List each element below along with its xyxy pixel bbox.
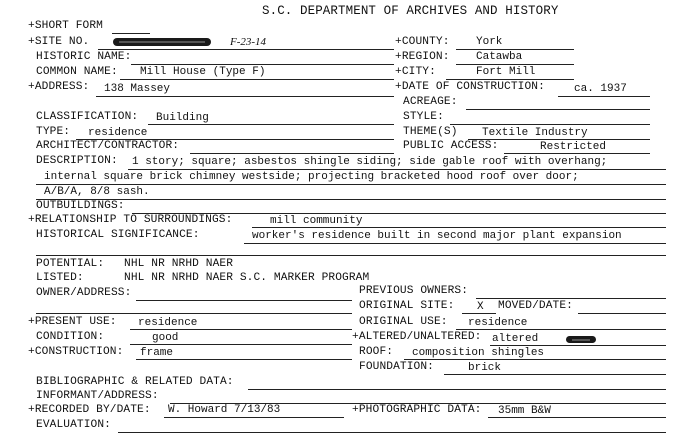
classification-label: CLASSIFICATION: — [36, 111, 139, 123]
present-use-label: +PRESENT USE: — [28, 316, 117, 328]
altered-underline — [490, 345, 666, 346]
short-form-underline — [112, 33, 150, 34]
region-underline — [456, 64, 574, 65]
short-form-label: +SHORT FORM — [28, 20, 103, 32]
bibliographic-label: BIBLIOGRAPHIC & RELATED DATA: — [36, 376, 234, 388]
public-access-underline — [504, 153, 650, 154]
redacted-scribble — [566, 336, 596, 343]
outbuildings-label: OUTBUILDINGS: — [36, 200, 125, 212]
style-underline — [450, 124, 650, 125]
redacted-site-number — [113, 38, 211, 46]
original-site-label: ORIGINAL SITE: — [359, 300, 455, 312]
present-use-value: residence — [138, 317, 198, 329]
potential-label: POTENTIAL: — [36, 258, 105, 270]
county-label: +COUNTY: — [395, 36, 450, 48]
previous-owners-label: PREVIOUS OWNERS: — [359, 285, 469, 297]
acreage-label: ACREAGE: — [403, 96, 458, 108]
original-use-value: residence — [468, 317, 528, 329]
description-line-3: A/B/A, 8/8 sash. — [44, 186, 150, 198]
description-line-2: internal square brick chimney westside; projecting bracketed hood roof over door; — [44, 171, 579, 183]
previous-owners-underline — [476, 298, 666, 299]
classification-underline — [148, 124, 394, 125]
public-access-value: Restricted — [540, 141, 607, 153]
themes-value: Textile Industry — [482, 127, 588, 139]
original-use-underline — [456, 329, 666, 330]
original-site-underline — [462, 313, 496, 314]
type-value: residence — [88, 127, 148, 139]
description-label: DESCRIPTION: — [36, 155, 118, 167]
relationship-value: mill community — [270, 215, 363, 227]
city-label: +CITY: — [395, 66, 436, 78]
county-underline — [456, 49, 574, 50]
owner-address-label: OWNER/ADDRESS: — [36, 287, 132, 299]
historic-name-label: HISTORIC NAME: — [36, 51, 132, 63]
significance-underline-2 — [36, 255, 666, 256]
type-label: TYPE: — [36, 126, 71, 138]
owner-address-underline — [136, 300, 352, 301]
original-use-label: ORIGINAL USE: — [359, 316, 448, 328]
construction-value: frame — [140, 347, 174, 359]
recorded-by-label: +RECORDED BY/DATE: — [28, 404, 151, 416]
acreage-underline — [466, 109, 650, 110]
owner-address-underline-2 — [36, 313, 352, 314]
city-underline — [446, 79, 574, 80]
address-underline — [96, 96, 394, 97]
roof-label: ROOF: — [359, 346, 394, 358]
address-label: +ADDRESS: — [28, 81, 90, 93]
classification-value: Building — [156, 112, 209, 124]
description-underline-3 — [36, 199, 666, 200]
date-construction-value: ca. 1937 — [574, 83, 627, 95]
bibliographic-underline — [248, 389, 666, 390]
altered-value: altered — [492, 333, 539, 345]
foundation-label: FOUNDATION: — [359, 361, 434, 373]
style-label: STYLE: — [403, 111, 444, 123]
listed-label: LISTED: — [36, 272, 84, 284]
address-value: 138 Massey — [104, 83, 171, 95]
relationship-underline — [252, 227, 666, 228]
common-name-label: COMMON NAME: — [36, 66, 118, 78]
construction-underline — [136, 359, 352, 360]
region-label: +REGION: — [395, 51, 450, 63]
description-underline-2 — [36, 184, 666, 185]
photographic-underline — [488, 417, 666, 418]
potential-options: NHL NR NRHD NAER — [124, 258, 234, 270]
informant-label: INFORMANT/ADDRESS: — [36, 390, 159, 402]
site-no-label: +SITE NO. — [28, 36, 90, 48]
roof-underline — [404, 359, 666, 360]
photographic-label: +PHOTOGRAPHIC DATA: — [352, 404, 482, 416]
public-access-label: PUBLIC ACCESS: — [403, 140, 499, 152]
common-name-underline — [120, 79, 394, 80]
significance-label: HISTORICAL SIGNIFICANCE: — [36, 229, 200, 241]
description-underline-1 — [128, 169, 666, 170]
moved-date-label: MOVED/DATE: — [498, 300, 573, 312]
construction-label: +CONSTRUCTION: — [28, 346, 124, 358]
original-site-value: X — [477, 301, 484, 313]
date-construction-label: +DATE OF CONSTRUCTION: — [395, 81, 545, 93]
moved-date-underline — [578, 313, 666, 314]
condition-value: good — [152, 332, 179, 344]
roof-value: composition shingles — [412, 347, 545, 359]
condition-label: CONDITION: — [36, 331, 105, 343]
site-no-value: F-23-14 — [230, 36, 267, 48]
region-value: Catawba — [476, 51, 523, 63]
form-title: S.C. DEPARTMENT OF ARCHIVES AND HISTORY — [262, 4, 559, 18]
altered-label: +ALTERED/UNALTERED: — [352, 331, 482, 343]
architect-underline — [190, 153, 394, 154]
architect-label: ARCHITECT/CONTRACTOR: — [36, 140, 180, 152]
themes-label: THEME(S) — [403, 126, 458, 138]
evaluation-underline — [118, 432, 666, 433]
description-line-1: 1 story; square; asbestos shingle siding; side gable roof with overhang; — [132, 156, 608, 168]
significance-value: worker's residence built in second major plant expansion — [252, 230, 622, 242]
recorded-by-underline — [164, 417, 344, 418]
recorded-by-value: W. Howard 7/13/83 — [168, 404, 281, 416]
site-no-underline — [98, 49, 394, 50]
historic-name-underline — [131, 64, 394, 65]
common-name-value: Mill House (Type F) — [140, 66, 266, 78]
listed-options: NHL NR NRHD NAER S.C. MARKER PROGRAM — [124, 272, 370, 284]
relationship-label: +RELATIONSHIP TO SURROUNDINGS: — [28, 214, 233, 226]
city-value: Fort Mill — [476, 66, 536, 78]
photographic-value: 35mm B&W — [498, 405, 551, 417]
condition-underline — [130, 344, 352, 345]
county-value: York — [476, 36, 503, 48]
evaluation-label: EVALUATION: — [36, 419, 111, 431]
present-use-underline — [130, 329, 352, 330]
foundation-underline — [444, 374, 666, 375]
foundation-value: brick — [468, 362, 502, 374]
date-construction-underline — [558, 96, 650, 97]
significance-underline — [244, 243, 666, 244]
